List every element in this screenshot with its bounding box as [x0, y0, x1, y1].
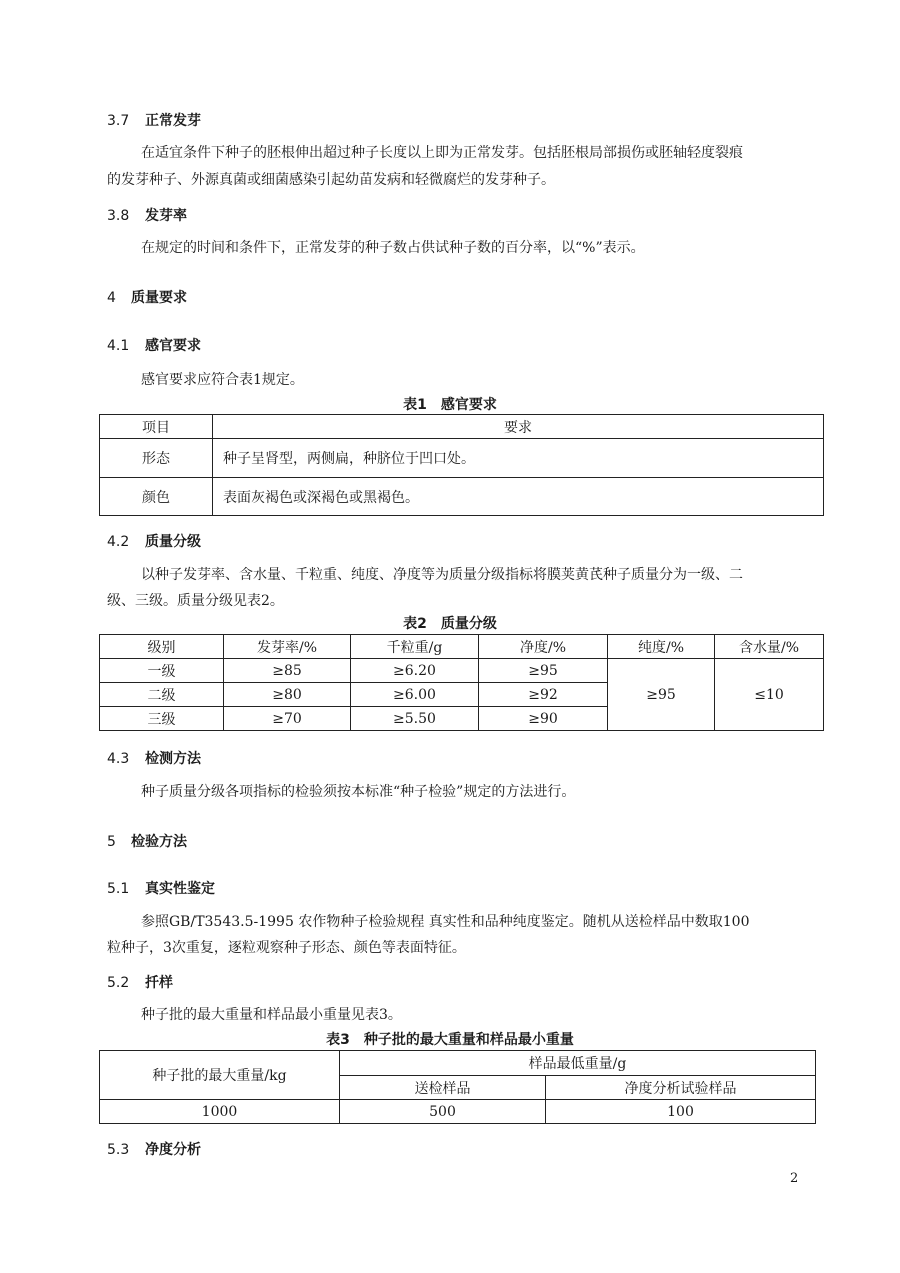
- table2-header-row: [100, 635, 824, 659]
- table1-cell-req: 表面灰褐色或深褐色或黑褐色。: [213, 478, 824, 516]
- table3-header-batch-weight: 种子批的最大重量/kg: [100, 1051, 340, 1100]
- table2-cell-germ: ≥80: [224, 683, 351, 707]
- table2-header-grade: 级别: [100, 635, 224, 659]
- table2-cell-weight: ≥6.20: [351, 659, 479, 683]
- table2-cell-clean: ≥95: [479, 659, 608, 683]
- table3-caption: 表3 种子批的最大重量和样品最小重量: [326, 1032, 574, 1048]
- section-3-7-para-line2: 的发芽种子、外源真菌或细菌感染引起幼苗发病和轻微腐烂的发芽种子。: [107, 172, 555, 188]
- section-3-8-heading: 3.8 发芽率: [107, 208, 187, 224]
- table2-cell-clean: ≥90: [479, 707, 608, 731]
- table2-cell-germ: ≥85: [224, 659, 351, 683]
- table2-header-clean: 净度/%: [479, 635, 608, 659]
- table3-cell-batch: 1000: [100, 1100, 340, 1124]
- table3: [99, 1050, 816, 1124]
- table3-header-sample-min: 样品最低重量/g: [340, 1051, 816, 1076]
- section-5-2-para: 种子批的最大重量和样品最小重量见表3。: [141, 1007, 402, 1023]
- section-3-8-para: 在规定的时间和条件下，正常发芽的种子数占供试种子数的百分率，以“%”表示。: [141, 240, 645, 256]
- table2-header-moisture: 含水量/%: [715, 635, 824, 659]
- table2-cell-grade: 三级: [100, 707, 224, 731]
- table3-cell-purity-test: 100: [546, 1100, 816, 1124]
- table2-cell-purity: ≥95: [608, 659, 715, 731]
- table3-header-submitted: 送检样品: [340, 1076, 546, 1100]
- table-row: [100, 478, 824, 516]
- section-3-7-heading: 3.7 正常发芽: [107, 113, 201, 129]
- table2: [99, 634, 824, 731]
- section-5-3-heading: 5.3 净度分析: [107, 1142, 201, 1158]
- table2-header-purity: 纯度/%: [608, 635, 715, 659]
- section-4-1-para: 感官要求应符合表1规定。: [141, 372, 304, 388]
- section-4-3-heading: 4.3 检测方法: [107, 751, 201, 767]
- section-5-1-para-line1: 参照GB/T3543.5-1995 农作物种子检验规程 真实性和品种纯度鉴定。随机从送检样品中数取100: [141, 914, 750, 930]
- table1-cell-item: 形态: [100, 439, 213, 478]
- table2-cell-moisture: ≤10: [715, 659, 824, 731]
- section-5-1-heading: 5.1 真实性鉴定: [107, 881, 215, 897]
- table3-header-row: [100, 1051, 816, 1076]
- table3-cell-submitted: 500: [340, 1100, 546, 1124]
- table3-header-purity-test: 净度分析试验样品: [546, 1076, 816, 1100]
- table-row: [100, 1100, 816, 1124]
- section-4-heading: 4 质量要求: [107, 290, 187, 306]
- table1-cell-item: 颜色: [100, 478, 213, 516]
- table2-cell-grade: 一级: [100, 659, 224, 683]
- table2-cell-grade: 二级: [100, 683, 224, 707]
- section-5-heading: 5 检验方法: [107, 834, 187, 850]
- section-5-1-para-line2: 粒种子，3次重复，逐粒观察种子形态、颜色等表面特征。: [107, 940, 466, 956]
- section-4-3-para: 种子质量分级各项指标的检验须按本标准“种子检验”规定的方法进行。: [141, 784, 576, 800]
- table2-cell-germ: ≥70: [224, 707, 351, 731]
- table1-header-item: 项目: [100, 415, 213, 439]
- section-4-2-para-line1: 以种子发芽率、含水量、千粒重、纯度、净度等为质量分级指标将膜荚黄芪种子质量分为一级、二: [141, 567, 743, 583]
- table-row: [100, 659, 824, 683]
- section-4-2-heading: 4.2 质量分级: [107, 534, 201, 550]
- section-3-7-para-line1: 在适宜条件下种子的胚根伸出超过种子长度以上即为正常发芽。包括胚根局部损伤或胚轴轻度裂痕: [141, 145, 743, 161]
- table1-header-row: [100, 415, 824, 439]
- table2-cell-weight: ≥5.50: [351, 707, 479, 731]
- table2-cell-weight: ≥6.00: [351, 683, 479, 707]
- table1: [99, 414, 824, 516]
- table-row: [100, 439, 824, 478]
- table1-cell-req: 种子呈肾型，两侧扁，种脐位于凹口处。: [213, 439, 824, 478]
- table2-header-germ: 发芽率/%: [224, 635, 351, 659]
- section-4-1-heading: 4.1 感官要求: [107, 338, 201, 354]
- section-5-2-heading: 5.2 扦样: [107, 975, 173, 991]
- section-4-2-para-line2: 级、三级。质量分级见表2。: [107, 593, 284, 609]
- table2-cell-clean: ≥92: [479, 683, 608, 707]
- table1-caption: 表1 感官要求: [403, 397, 497, 413]
- table2-header-weight: 千粒重/g: [351, 635, 479, 659]
- table1-header-req: 要求: [213, 415, 824, 439]
- page-number: 2: [790, 1171, 799, 1186]
- table2-caption: 表2 质量分级: [403, 616, 497, 632]
